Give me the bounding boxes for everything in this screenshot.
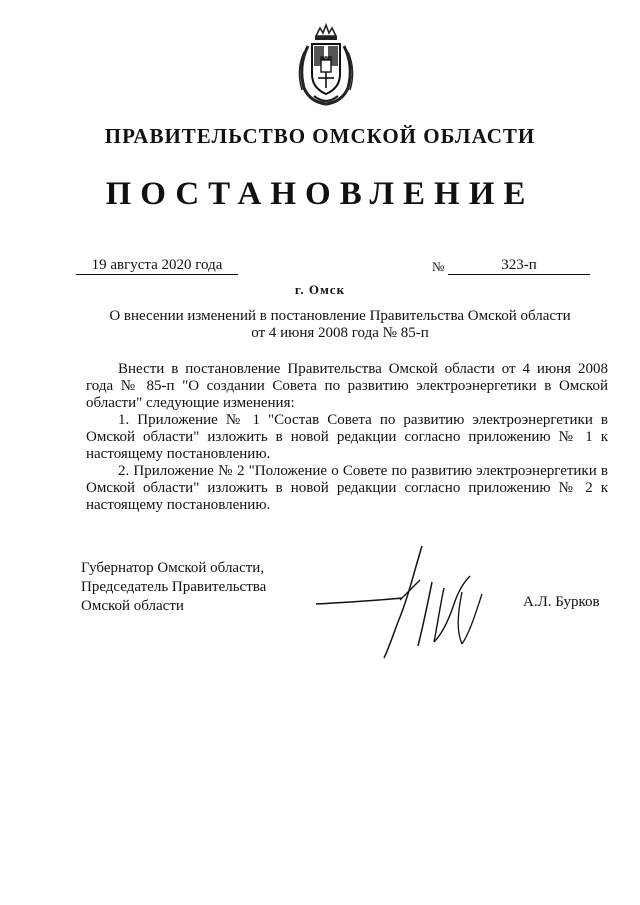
omsk-coat-of-arms-icon [294, 22, 358, 108]
body-paragraph-1: Внести в постановление Правительства Омской области от 4 июня 2008 года № 85-п "О создании Совета по развитию электроэнергетики в Омской области" следующие изменения: [86, 361, 608, 411]
city: г. Омск [294, 282, 346, 297]
body-paragraph-2: 1. Приложение № 1 "Состав Совета по развитию электроэнергетики в Омской области" изложить в новой редакции согласно приложению № 1 к настоящему постановлению. [86, 412, 608, 462]
subject-line-2: от 4 июня 2008 года № 85-п [251, 325, 429, 341]
position-line-1: Губернатор Омской области, [81, 560, 265, 576]
number-label: № [432, 259, 445, 274]
government-title: ПРАВИТЕЛЬСТВО ОМСКОЙ ОБЛАСТИ [104, 124, 536, 148]
subject-line-1: О внесении изменений в постановление Правительства Омской области [109, 308, 571, 324]
position-line-2: Председатель Правительства [81, 579, 267, 595]
document-number: 323-п [448, 256, 590, 275]
document-subject [60, 308, 620, 342]
document-date: 19 августа 2020 года [76, 256, 238, 275]
handwritten-signature-icon [312, 542, 512, 662]
body-paragraph-3: 2. Приложение № 2 "Положение о Совете по развитию электроэнергетики в Омской области" изложить в новой редакции согласно приложению № 2 к настоящему постановлению. [86, 463, 608, 513]
position-line-3: Омской области [81, 598, 184, 614]
signatory-name: А.Л. Бурков [523, 594, 600, 610]
signatory-position [81, 559, 311, 616]
document-type: ПОСТАНОВЛЕНИЕ [105, 176, 535, 212]
document-body [86, 361, 608, 514]
